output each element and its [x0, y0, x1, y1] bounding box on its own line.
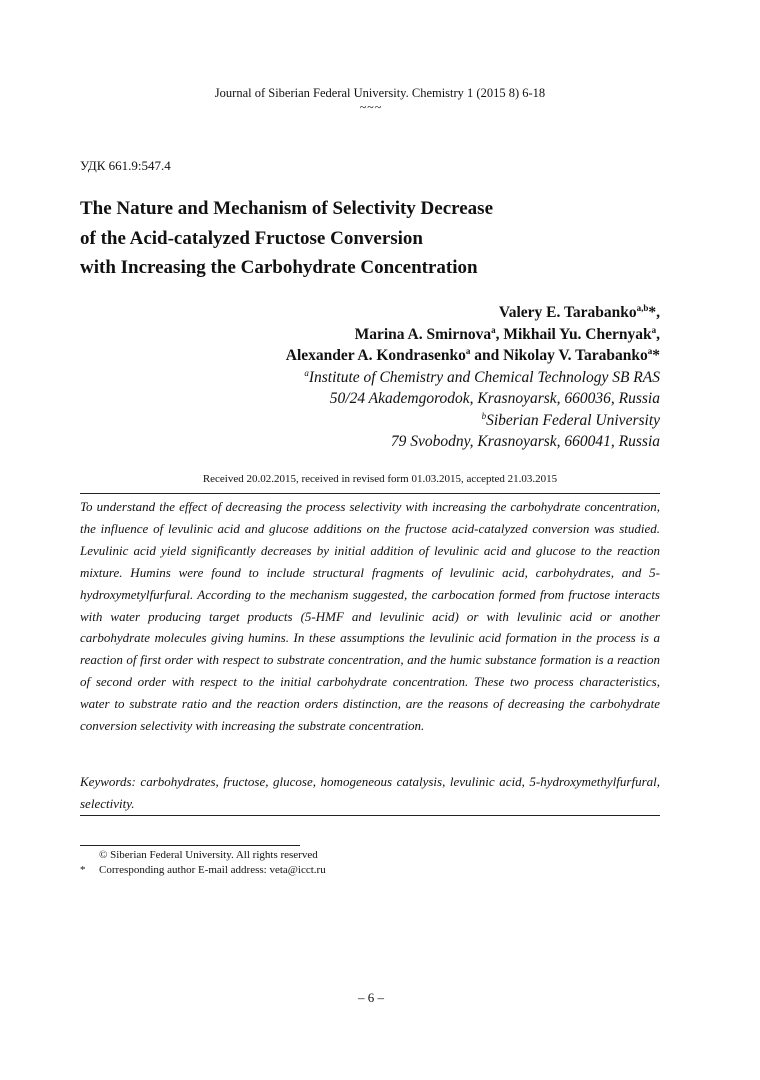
footnote-text: Corresponding author E-mail address: veta@icct.ru	[99, 864, 326, 876]
author-affiliation-sup: a,b	[636, 303, 649, 313]
author-name: Marina A. Smirnova	[354, 325, 492, 343]
footnote-copyright	[80, 848, 580, 863]
abstract-top-rule	[80, 493, 660, 494]
affiliation-1-address: 50/24 Akademgorodok, Krasnoyarsk, 660036, Russia	[329, 390, 660, 407]
author-line-1	[286, 302, 660, 324]
abstract-text: To understand the effect of decreasing the process selectivity with increasing the carbohydrate concentration, the influence of levulinic acid and glucose additions on the fructose acid-catalyzed conversion was studied. Levulinic acid yield significantly decreases by initial addition of levulinic acid and glucose to the reaction mixture. Humins were found to include structural fragments of levulinic acid, carbohydrates, and 5-hydroxymetylfurfural. According to the mechanism suggested, the carbocation formed from fructose interacts with water producing target products (5-HMF and levulinic acid) or with levulinic acid or another carbohydrate molecules giving humins. In these assumptions the levulinic acid formation in the process is a reaction of first order with respect to substrate concentration, and the humic substance formation is a reaction of second order with respect to the initial carbohydrate concentration. These two process characteristics, water to substrate ratio and the reaction orders distinction, are the reasons of decreasing the carbohydrate conversion selectivity with increasing the substrate concentration.	[80, 499, 660, 734]
footnote-rule	[80, 845, 300, 846]
affiliation-2-address: 79 Svobodny, Krasnoyarsk, 660041, Russia	[390, 433, 660, 450]
corresponding-mark: *	[652, 347, 660, 364]
journal-header: Journal of Siberian Federal University. Chemistry 1 (2015 8) 6-18	[214, 86, 546, 100]
footnotes	[80, 848, 580, 878]
affiliation-name: Institute of Chemistry and Chemical Technology SB RAS	[308, 368, 660, 386]
authors-block	[286, 302, 660, 453]
author-separator: ,	[495, 325, 504, 343]
author-line-3	[286, 345, 660, 367]
affiliation-name: Siberian Federal University	[486, 411, 660, 429]
abstract-bottom-rule	[80, 815, 660, 816]
affiliation-1-name	[286, 367, 660, 389]
corresponding-mark: *,	[648, 304, 660, 321]
article-title	[80, 194, 680, 283]
footnote-text: © Siberian Federal University. All rights reserved	[99, 849, 318, 861]
author-affiliation-sup: a	[465, 346, 471, 356]
affiliation-sup: a	[304, 367, 309, 378]
author-separator: ,	[656, 325, 660, 343]
author-name: Nikolay V. Tarabanko	[503, 347, 648, 364]
title-line-1: The Nature and Mechanism of Selectivity Decrease	[80, 198, 493, 219]
author-affiliation-sup: a	[651, 324, 657, 335]
affiliation-sup: b	[481, 410, 487, 421]
footnote-corresponding	[80, 863, 580, 878]
title-line-2: of the Acid-catalyzed Fructose Conversion	[80, 227, 423, 249]
page-number: – 6 –	[358, 990, 384, 1005]
author-name: Mikhail Yu. Chernyak	[503, 325, 652, 343]
author-affiliation-sup: a	[647, 346, 653, 356]
author-name: Valery E. Tarabanko	[498, 304, 637, 321]
udc-code: УДК 661.9:547.4	[80, 158, 171, 173]
header-ornament: ~~~	[359, 100, 383, 114]
title-line-3: with Increasing the Carbohydrate Concentration	[80, 257, 478, 278]
keywords-text: carbohydrates, fructose, glucose, homogeneous catalysis, levulinic acid, 5-hydroxymethylfurfural, selectivity.	[80, 774, 660, 811]
author-line-2	[286, 324, 660, 346]
keywords-label: Keywords:	[80, 774, 136, 789]
keywords-block	[80, 771, 660, 815]
footnote-mark	[80, 848, 99, 863]
author-separator: and	[470, 347, 504, 364]
received-dates: Received 20.02.2015, received in revised form 01.03.2015, accepted 21.03.2015	[202, 473, 558, 485]
author-name: Alexander A. Kondrasenko	[285, 347, 466, 364]
affiliation-2-name	[286, 410, 660, 432]
author-affiliation-sup: a	[491, 324, 496, 335]
footnote-mark: *	[80, 864, 86, 876]
